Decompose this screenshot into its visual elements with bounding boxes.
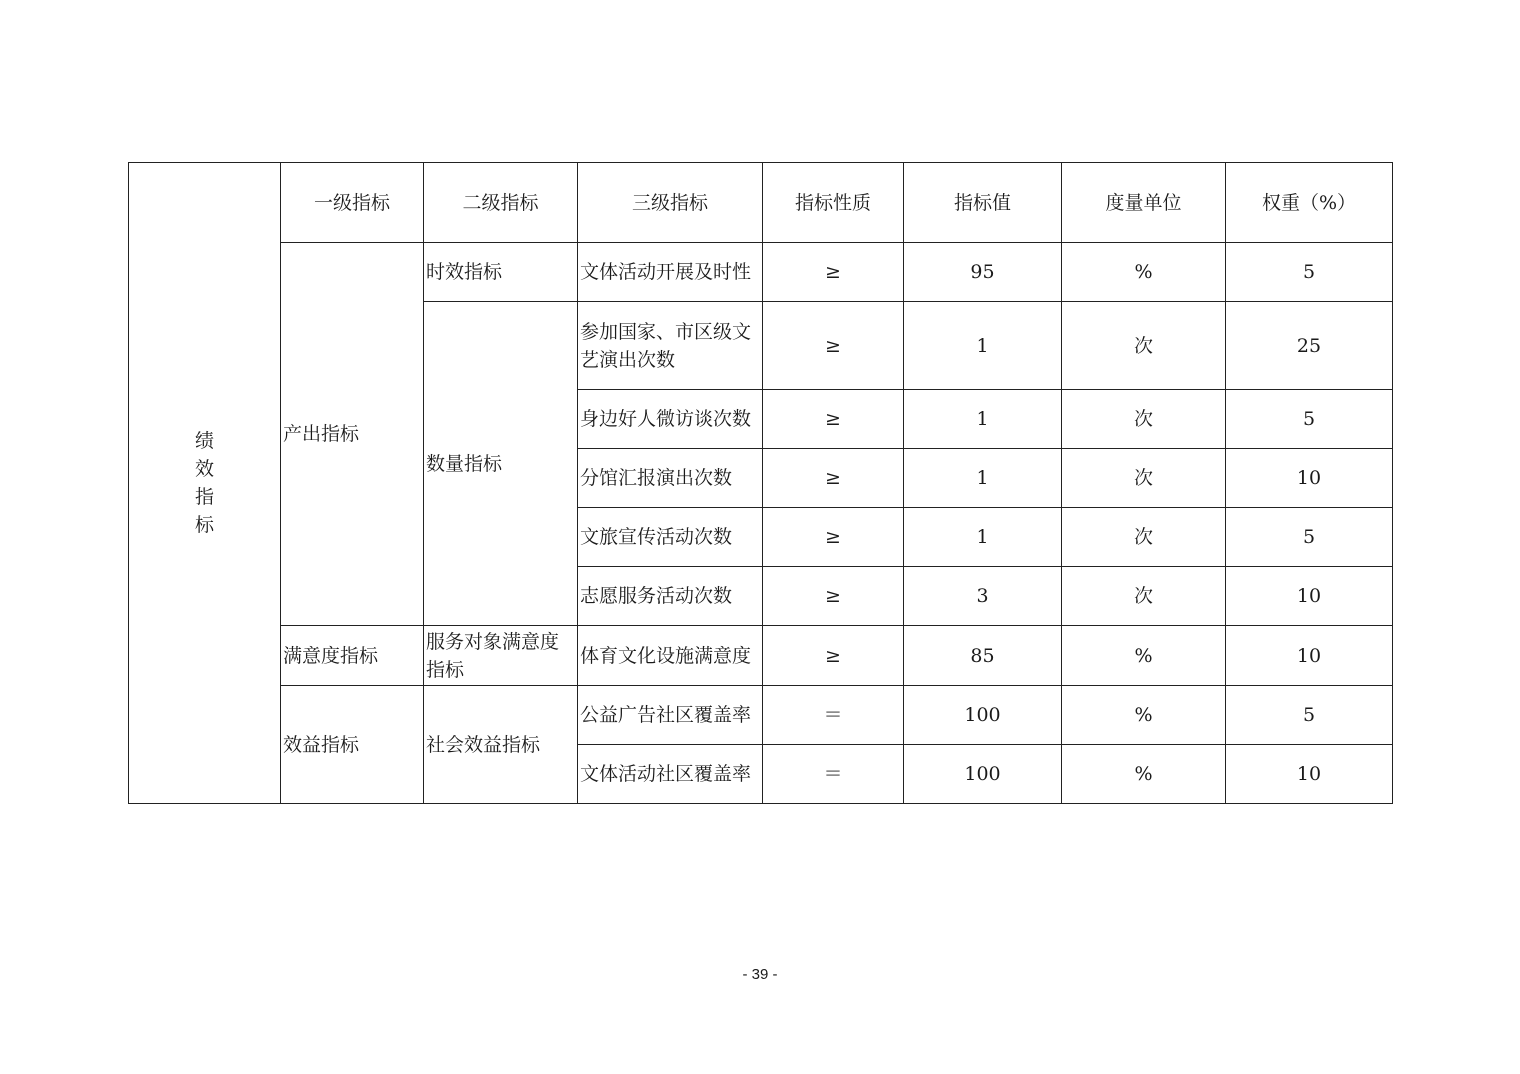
value-cell: 1 [904,508,1062,567]
group-output: 产出指标 [281,243,424,626]
indicator-cell: 体育文化设施满意度 [578,626,763,686]
indicator-cell: 志愿服务活动次数 [578,567,763,626]
unit-cell: % [1062,243,1226,302]
nature-cell: ≥ [763,243,904,302]
indicator-cell: 文体活动开展及时性 [578,243,763,302]
weight-cell: 10 [1226,626,1393,686]
nature-cell: ＝ [763,686,904,745]
side-label-char: 效 [194,458,214,480]
unit-cell: 次 [1062,449,1226,508]
header-value: 指标值 [904,163,1062,243]
value-cell: 1 [904,390,1062,449]
weight-cell: 10 [1226,745,1393,804]
weight-cell: 5 [1226,390,1393,449]
nature-cell: ≥ [763,626,904,686]
group-benefit: 效益指标 [281,686,424,804]
unit-cell: % [1062,686,1226,745]
value-cell: 1 [904,302,1062,390]
side-label-char: 指 [194,486,214,508]
weight-cell: 5 [1226,508,1393,567]
indicator-cell: 参加国家、市区级文艺演出次数 [578,302,763,390]
value-cell: 100 [904,686,1062,745]
unit-cell: % [1062,626,1226,686]
group-satisfaction: 满意度指标 [281,626,424,686]
table-row [129,626,1393,686]
subgroup-quantity: 数量指标 [424,302,578,626]
side-label-char: 标 [194,514,214,536]
side-label-performance-indicators [129,163,281,804]
indicator-cell: 分馆汇报演出次数 [578,449,763,508]
subgroup-social-benefit: 社会效益指标 [424,686,578,804]
nature-cell: ≥ [763,567,904,626]
value-cell: 95 [904,243,1062,302]
header-level2: 二级指标 [424,163,578,243]
unit-cell: % [1062,745,1226,804]
weight-cell: 10 [1226,449,1393,508]
value-cell: 100 [904,745,1062,804]
nature-cell: ≥ [763,508,904,567]
header-level3: 三级指标 [578,163,763,243]
nature-cell: ＝ [763,745,904,804]
performance-indicator-table [128,162,1393,804]
indicator-cell: 文旅宣传活动次数 [578,508,763,567]
weight-cell: 5 [1226,243,1393,302]
header-level1: 一级指标 [281,163,424,243]
value-cell: 85 [904,626,1062,686]
header-nature: 指标性质 [763,163,904,243]
value-cell: 1 [904,449,1062,508]
nature-cell: ≥ [763,390,904,449]
header-weight: 权重（%） [1226,163,1393,243]
header-unit: 度量单位 [1062,163,1226,243]
page-number: - 39 - [742,966,778,983]
unit-cell: 次 [1062,302,1226,390]
header-row [129,163,1393,243]
value-cell: 3 [904,567,1062,626]
unit-cell: 次 [1062,567,1226,626]
unit-cell: 次 [1062,390,1226,449]
nature-cell: ≥ [763,302,904,390]
indicator-cell: 身边好人微访谈次数 [578,390,763,449]
subgroup-timeliness: 时效指标 [424,243,578,302]
indicator-cell: 文体活动社区覆盖率 [578,745,763,804]
weight-cell: 5 [1226,686,1393,745]
weight-cell: 25 [1226,302,1393,390]
weight-cell: 10 [1226,567,1393,626]
table-row [129,686,1393,745]
indicator-cell: 公益广告社区覆盖率 [578,686,763,745]
nature-cell: ≥ [763,449,904,508]
unit-cell: 次 [1062,508,1226,567]
subgroup-service-satisfaction: 服务对象满意度指标 [424,626,578,686]
table-row [129,243,1393,302]
side-label-char: 绩 [194,430,214,452]
